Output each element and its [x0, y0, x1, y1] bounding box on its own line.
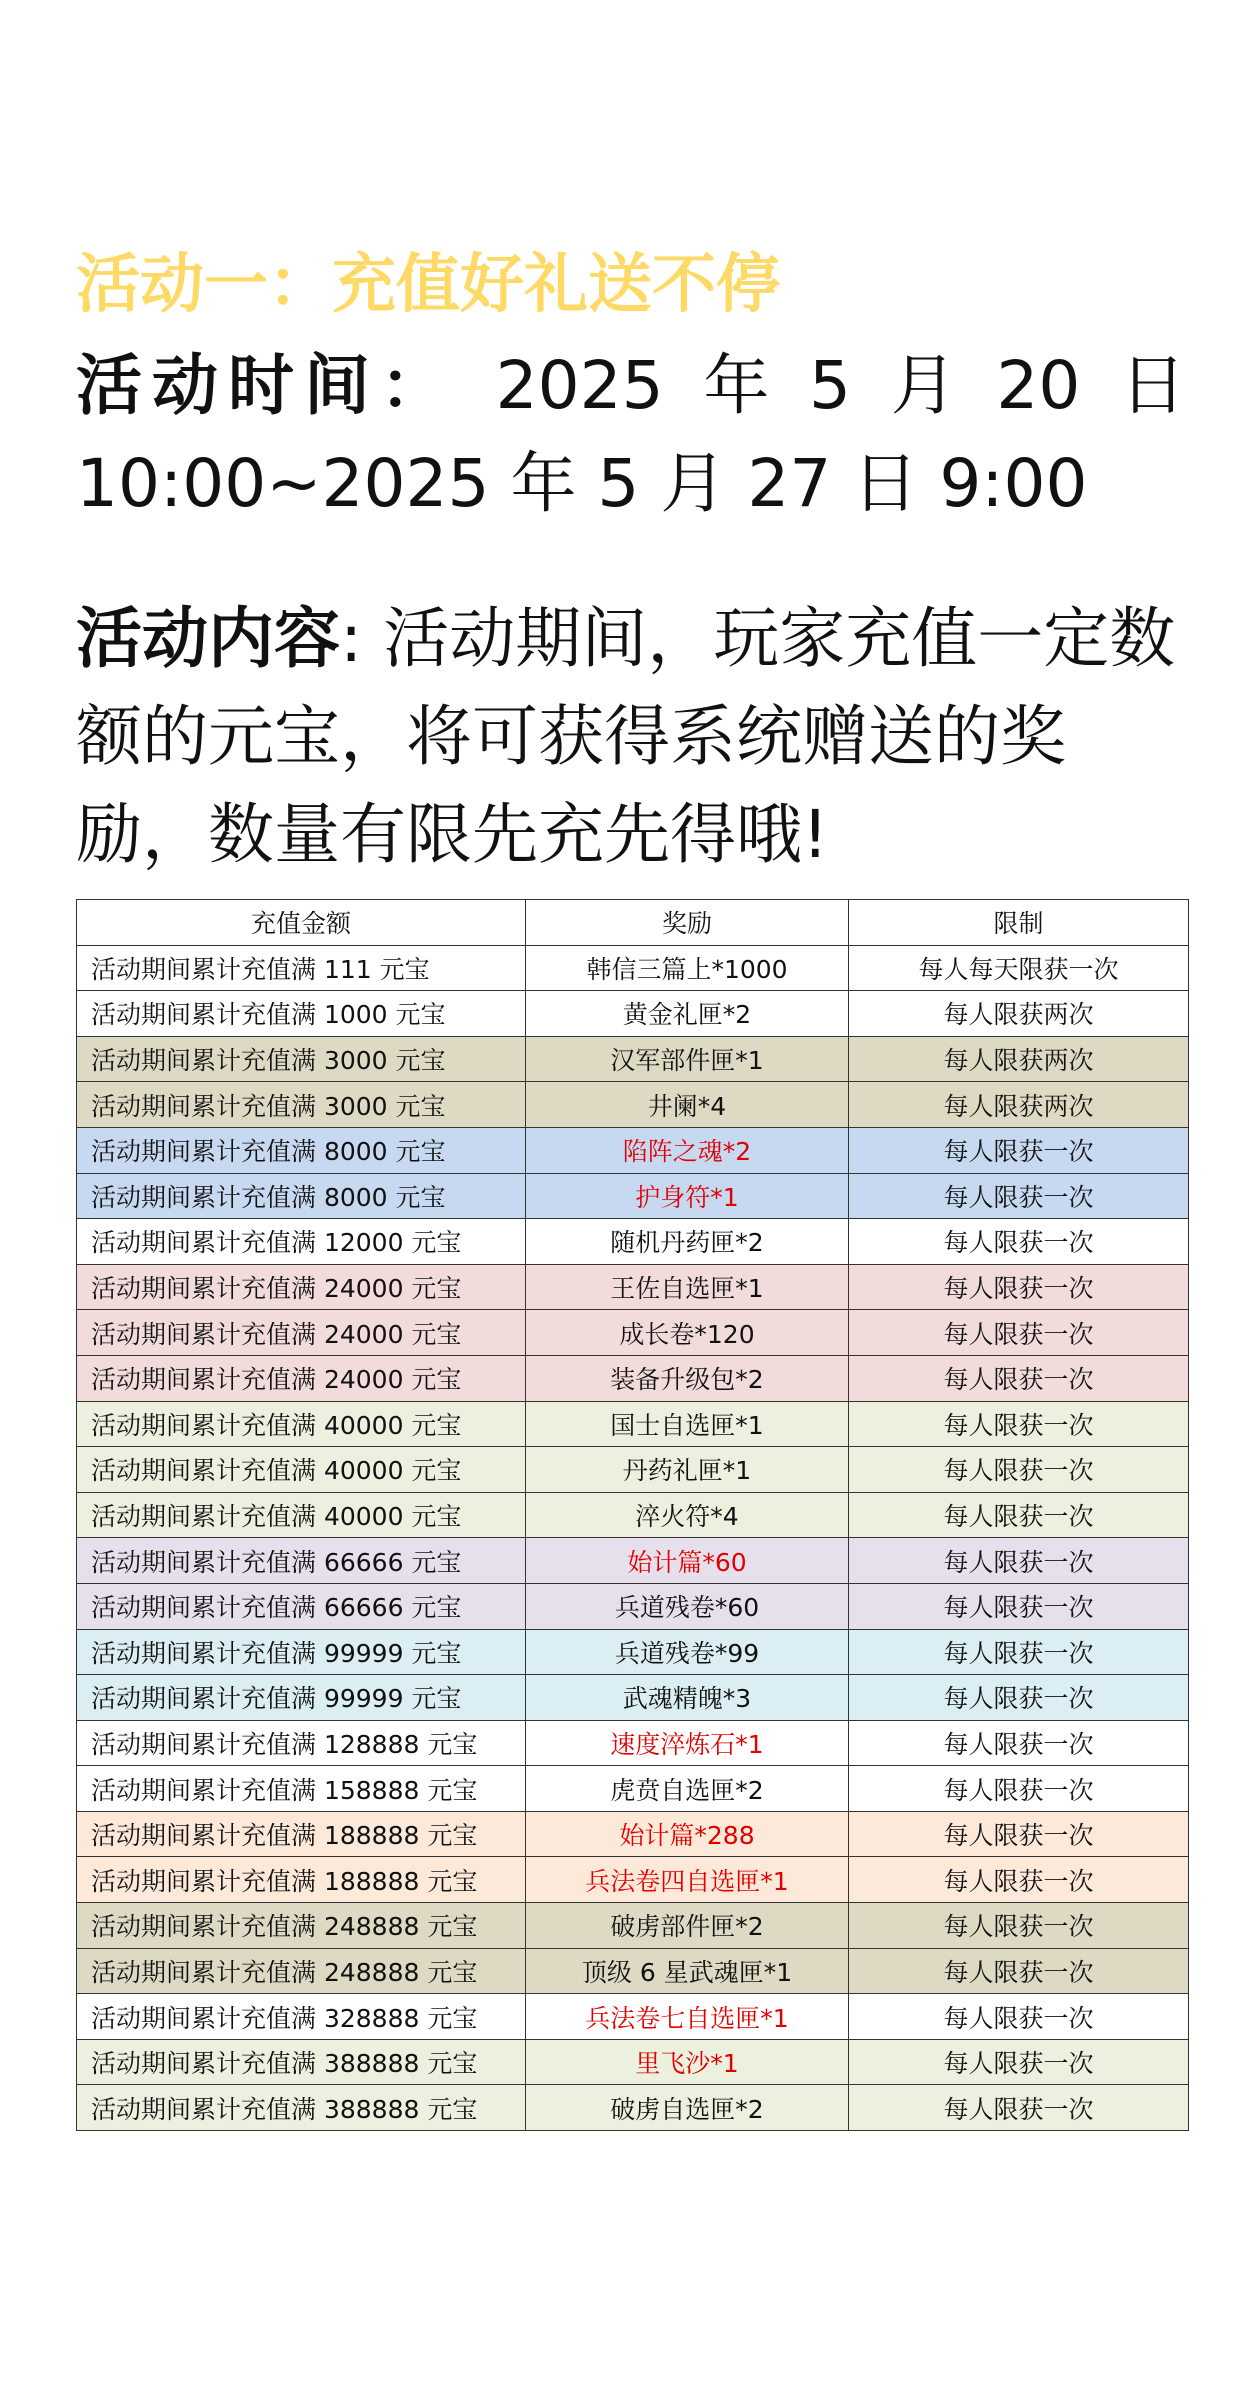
reward-cell: 装备升级包*2: [526, 1355, 849, 1401]
time-part: 20: [996, 347, 1081, 424]
limit-cell: 每人限获一次: [849, 1903, 1189, 1949]
rewards-table: [76, 899, 1189, 2131]
amount-cell: 活动期间累计充值满 24000 元宝: [77, 1264, 526, 1310]
table-row: [77, 1447, 1189, 1493]
table-row: [77, 1082, 1189, 1128]
event-title: 活动一：充值好礼送不停: [76, 248, 780, 322]
limit-cell: 每人限获一次: [849, 1401, 1189, 1447]
table-header-row: [77, 900, 1189, 946]
table-row: [77, 1036, 1189, 1082]
limit-cell: 每人限获一次: [849, 1811, 1189, 1857]
table-body: [77, 945, 1189, 2130]
reward-cell: 汉军部件匣*1: [526, 1036, 849, 1082]
amount-cell: 活动期间累计充值满 24000 元宝: [77, 1310, 526, 1356]
amount-cell: 活动期间累计充值满 388888 元宝: [77, 2039, 526, 2085]
table-row: [77, 1219, 1189, 1265]
reward-cell: 国士自选匣*1: [526, 1401, 849, 1447]
reward-cell: 淬火符*4: [526, 1492, 849, 1538]
limit-cell: 每人限获一次: [849, 1310, 1189, 1356]
limit-cell: 每人限获一次: [849, 2085, 1189, 2131]
table-row: [77, 1355, 1189, 1401]
limit-cell: 每人限获一次: [849, 1629, 1189, 1675]
reward-cell: 兵法卷七自选匣*1: [526, 1994, 849, 2040]
amount-cell: 活动期间累计充值满 188888 元宝: [77, 1857, 526, 1903]
limit-cell: 每人限获一次: [849, 1538, 1189, 1584]
header-amount: 充值金额: [77, 900, 526, 946]
event-time-line2: 10:00~2025 年 5 月 27 日 9:00: [76, 445, 1088, 522]
amount-cell: 活动期间累计充值满 328888 元宝: [77, 1994, 526, 2040]
event-content-label: 活动内容: [76, 600, 340, 677]
reward-cell: 虎贲自选匣*2: [526, 1766, 849, 1812]
reward-cell: 兵道残卷*60: [526, 1583, 849, 1629]
limit-cell: 每人限获一次: [849, 1583, 1189, 1629]
limit-cell: 每人限获两次: [849, 991, 1189, 1037]
amount-cell: 活动期间累计充值满 66666 元宝: [77, 1583, 526, 1629]
amount-cell: 活动期间累计充值满 8000 元宝: [77, 1173, 526, 1219]
table-row: [77, 1401, 1189, 1447]
reward-cell: 破虏自选匣*2: [526, 2085, 849, 2131]
limit-cell: 每人限获一次: [849, 1675, 1189, 1721]
time-part: 日: [1119, 347, 1186, 424]
limit-cell: 每人限获一次: [849, 2039, 1189, 2085]
limit-cell: 每人限获一次: [849, 1355, 1189, 1401]
reward-cell: 王佐自选匣*1: [526, 1264, 849, 1310]
amount-cell: 活动期间累计充值满 3000 元宝: [77, 1082, 526, 1128]
amount-cell: 活动期间累计充值满 248888 元宝: [77, 1903, 526, 1949]
event-time-label: 活动时间：: [76, 347, 456, 424]
table-row: [77, 1127, 1189, 1173]
reward-cell: 兵道残卷*99: [526, 1629, 849, 1675]
limit-cell: 每人限获一次: [849, 1447, 1189, 1493]
limit-cell: 每人每天限获一次: [849, 945, 1189, 991]
reward-cell: 成长卷*120: [526, 1310, 849, 1356]
limit-cell: 每人限获两次: [849, 1036, 1189, 1082]
table-row: [77, 2039, 1189, 2085]
limit-cell: 每人限获一次: [849, 1857, 1189, 1903]
time-part: 5: [808, 347, 851, 424]
event-time-line1: [76, 338, 1186, 434]
limit-cell: 每人限获一次: [849, 1264, 1189, 1310]
limit-cell: 每人限获一次: [849, 1127, 1189, 1173]
time-part: 月: [890, 347, 957, 424]
reward-cell: 护身符*1: [526, 1173, 849, 1219]
limit-cell: 每人限获一次: [849, 1994, 1189, 2040]
header-reward: 奖励: [526, 900, 849, 946]
time-part: 2025: [495, 347, 664, 424]
reward-cell: 井阑*4: [526, 1082, 849, 1128]
reward-cell: 陷阵之魂*2: [526, 1127, 849, 1173]
table-row: [77, 1811, 1189, 1857]
reward-cell: 里飞沙*1: [526, 2039, 849, 2085]
table-row: [77, 1903, 1189, 1949]
reward-cell: 武魂精魄*3: [526, 1675, 849, 1721]
limit-cell: 每人限获一次: [849, 1766, 1189, 1812]
amount-cell: 活动期间累计充值满 99999 元宝: [77, 1675, 526, 1721]
limit-cell: 每人限获一次: [849, 1948, 1189, 1994]
amount-cell: 活动期间累计充值满 24000 元宝: [77, 1355, 526, 1401]
header-limit: 限制: [849, 900, 1189, 946]
reward-cell: 破虏部件匣*2: [526, 1903, 849, 1949]
reward-cell: 始计篇*60: [526, 1538, 849, 1584]
table-row: [77, 1766, 1189, 1812]
reward-cell: 随机丹药匣*2: [526, 1219, 849, 1265]
reward-cell: 韩信三篇上*1000: [526, 945, 849, 991]
amount-cell: 活动期间累计充值满 3000 元宝: [77, 1036, 526, 1082]
table-row: [77, 1857, 1189, 1903]
table-row: [77, 1583, 1189, 1629]
reward-cell: 黄金礼匣*2: [526, 991, 849, 1037]
table-row: [77, 1629, 1189, 1675]
amount-cell: 活动期间累计充值满 128888 元宝: [77, 1720, 526, 1766]
reward-cell: 丹药礼匣*1: [526, 1447, 849, 1493]
amount-cell: 活动期间累计充值满 12000 元宝: [77, 1219, 526, 1265]
amount-cell: 活动期间累计充值满 40000 元宝: [77, 1401, 526, 1447]
event-content: [76, 590, 1186, 884]
event-content-text: : 活动期间，玩家充值一定数额的元宝，将可获得系统赠送的奖励，数量有限先充先得哦!: [76, 600, 1176, 873]
reward-cell: 顶级 6 星武魂匣*1: [526, 1948, 849, 1994]
amount-cell: 活动期间累计充值满 99999 元宝: [77, 1629, 526, 1675]
table-row: [77, 1310, 1189, 1356]
table-row: [77, 1994, 1189, 2040]
reward-cell: 速度淬炼石*1: [526, 1720, 849, 1766]
amount-cell: 活动期间累计充值满 8000 元宝: [77, 1127, 526, 1173]
amount-cell: 活动期间累计充值满 388888 元宝: [77, 2085, 526, 2131]
amount-cell: 活动期间累计充值满 40000 元宝: [77, 1447, 526, 1493]
table-row: [77, 1675, 1189, 1721]
amount-cell: 活动期间累计充值满 66666 元宝: [77, 1538, 526, 1584]
table-row: [77, 1948, 1189, 1994]
table-row: [77, 1173, 1189, 1219]
amount-cell: 活动期间累计充值满 1000 元宝: [77, 991, 526, 1037]
table-row: [77, 1720, 1189, 1766]
limit-cell: 每人限获一次: [849, 1219, 1189, 1265]
amount-cell: 活动期间累计充值满 158888 元宝: [77, 1766, 526, 1812]
amount-cell: 活动期间累计充值满 40000 元宝: [77, 1492, 526, 1538]
table-row: [77, 991, 1189, 1037]
limit-cell: 每人限获一次: [849, 1173, 1189, 1219]
limit-cell: 每人限获一次: [849, 1492, 1189, 1538]
table-row: [77, 1538, 1189, 1584]
limit-cell: 每人限获两次: [849, 1082, 1189, 1128]
reward-cell: 兵法卷四自选匣*1: [526, 1857, 849, 1903]
time-part: 年: [703, 347, 770, 424]
amount-cell: 活动期间累计充值满 248888 元宝: [77, 1948, 526, 1994]
table-row: [77, 1264, 1189, 1310]
table-row: [77, 1492, 1189, 1538]
limit-cell: 每人限获一次: [849, 1720, 1189, 1766]
table-row: [77, 2085, 1189, 2131]
amount-cell: 活动期间累计充值满 111 元宝: [77, 945, 526, 991]
reward-cell: 始计篇*288: [526, 1811, 849, 1857]
table-row: [77, 945, 1189, 991]
amount-cell: 活动期间累计充值满 188888 元宝: [77, 1811, 526, 1857]
